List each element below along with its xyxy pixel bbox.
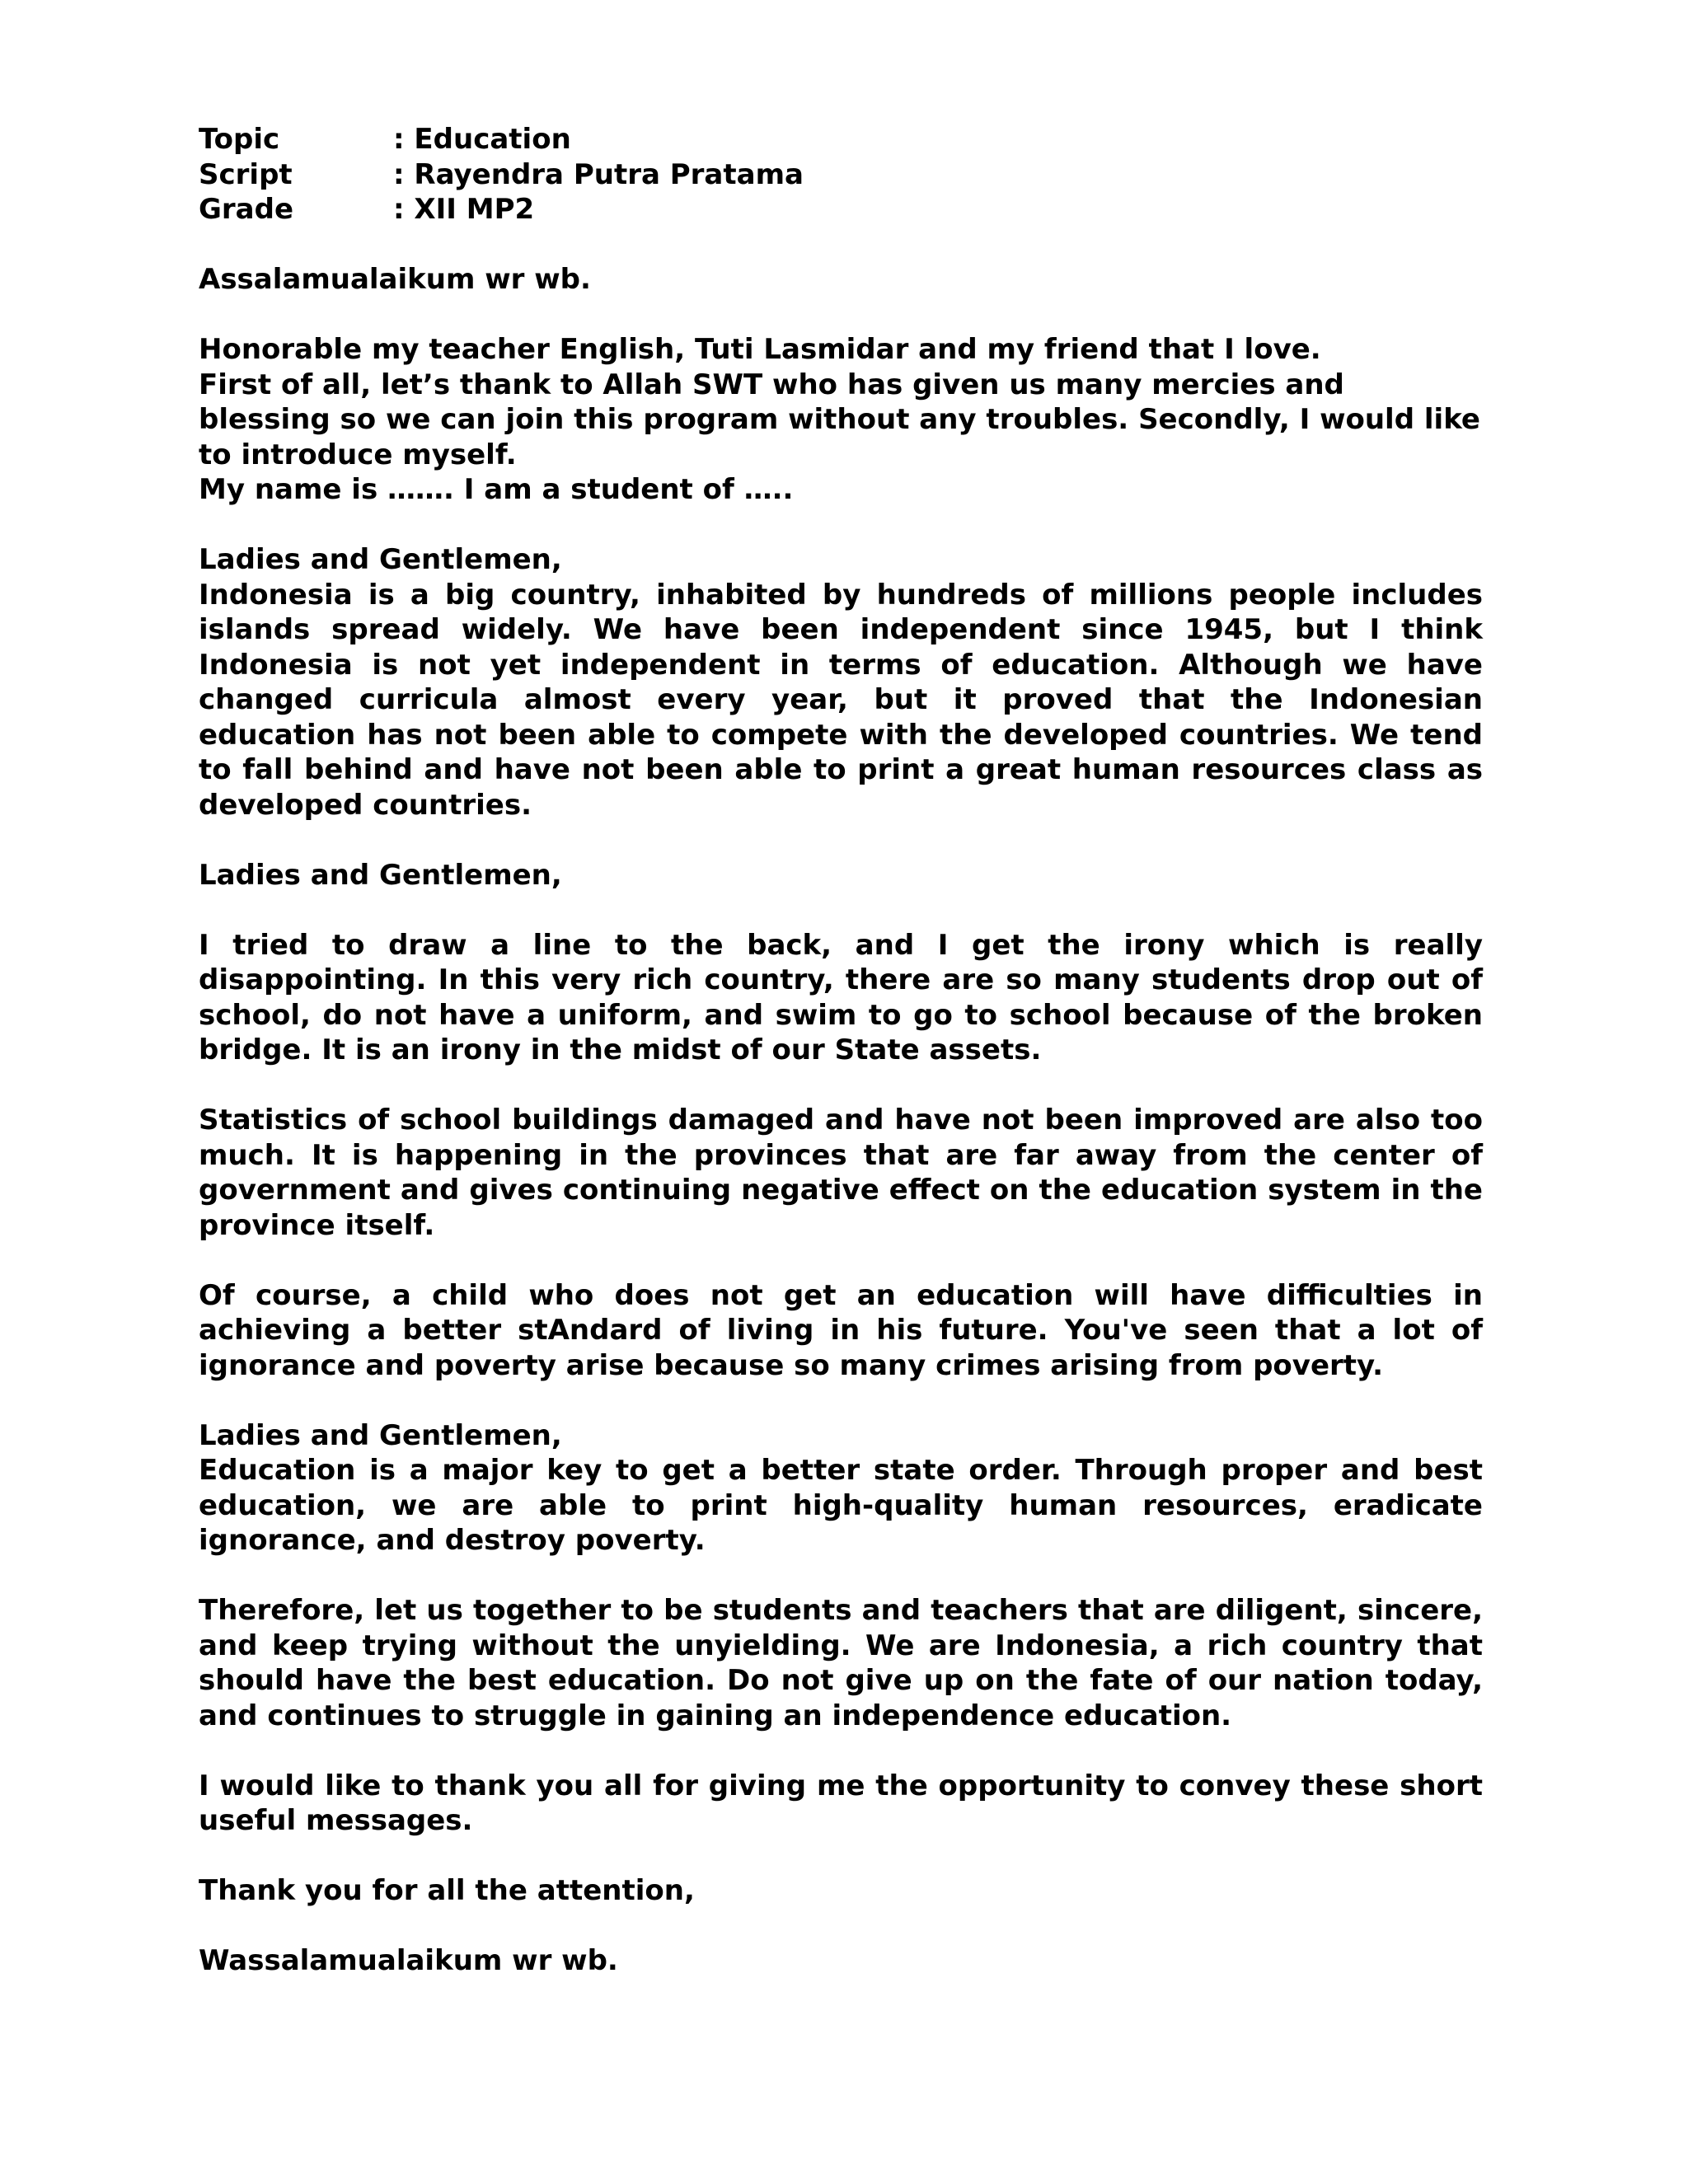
paragraph: I would like to thank you all for giving me the opportunity to convey these short useful messages.	[199, 1769, 1483, 1837]
closing-farewell: Wassalamualaikum wr wb.	[199, 1944, 618, 1977]
paragraph: Statistics of school buildings damaged and have not been improved are also too much. It is happening in the provinces that are far away from the center of government and gives continuing negative effect on the education system in the province itself.	[199, 1104, 1483, 1242]
salutation: Ladies and Gentlemen,	[199, 543, 562, 576]
grade-label: Grade	[199, 193, 294, 226]
script-label: Script	[199, 157, 293, 191]
topic-label: Topic	[199, 123, 280, 156]
salutation: Ladies and Gentlemen,	[199, 1418, 562, 1452]
paragraph: Therefore, let us together to be students and teachers that are diligent, sincere, and keep trying without the unyielding. We are Indonesia, a rich country that should have the best education. Do not give up on the fate of our nation today, and continues to struggle in gaining an independence education.	[199, 1594, 1483, 1732]
section-one	[199, 542, 1483, 823]
opening-block	[199, 332, 1483, 508]
grade-row	[199, 192, 804, 227]
document-header	[199, 122, 804, 227]
speech-document	[199, 122, 1483, 1979]
paragraph: Of course, a child who does not get an education will have difficulties in achieving a better stAndard of living in his future. You've seen that a lot of ignorance and poverty arise because so many crimes arising from poverty.	[199, 1278, 1483, 1382]
grade-value: : XII MP2	[393, 193, 535, 226]
section-three	[199, 1418, 1483, 1839]
paragraph: I tried to draw a line to the back, and I get the irony which is really disappointing. In this very rich country, there are so many students drop out of school, do not have a uniform, and swim to go to school because of the broken bridge. It is an irony in the midst of our State assets.	[199, 928, 1483, 1066]
paragraph: Indonesia is a big country, inhabited by hundreds of millions people includes islands spread widely. We have been independent since 1945, but I think Indonesia is not yet independent in terms of education. Although we have changed curricula almost every year, but it proved that the Indonesian education has not been able to compete with the developed countries. We tend to fall behind and have not been able to print a great human resources class as developed countries.	[199, 578, 1483, 822]
closing-thanks: Thank you for all the attention,	[199, 1874, 695, 1907]
section-two	[199, 858, 1483, 1384]
greeting: Assalamualaikum wr wb.	[199, 263, 591, 296]
self-introduction: My name is ……. I am a student of …..	[199, 473, 794, 506]
script-row	[199, 157, 804, 193]
opening-address: Honorable my teacher English, Tuti Lasmidar and my friend that I love.	[199, 333, 1321, 366]
paragraph: Education is a major key to get a better state order. Through proper and best education, we are able to print high-quality human resources, eradicate ignorance, and destroy poverty.	[199, 1454, 1483, 1557]
script-value: : Rayendra Putra Pratama	[393, 157, 804, 191]
topic-row	[199, 122, 804, 157]
salutation: Ladies and Gentlemen,	[199, 858, 562, 892]
opening-thanks: First of all, let’s thank to Allah SWT who has given us many mercies and blessing so we can join this program without any troubles. Secondly, I would like to introduce myself.	[199, 368, 1480, 471]
topic-value: : Education	[393, 123, 571, 156]
